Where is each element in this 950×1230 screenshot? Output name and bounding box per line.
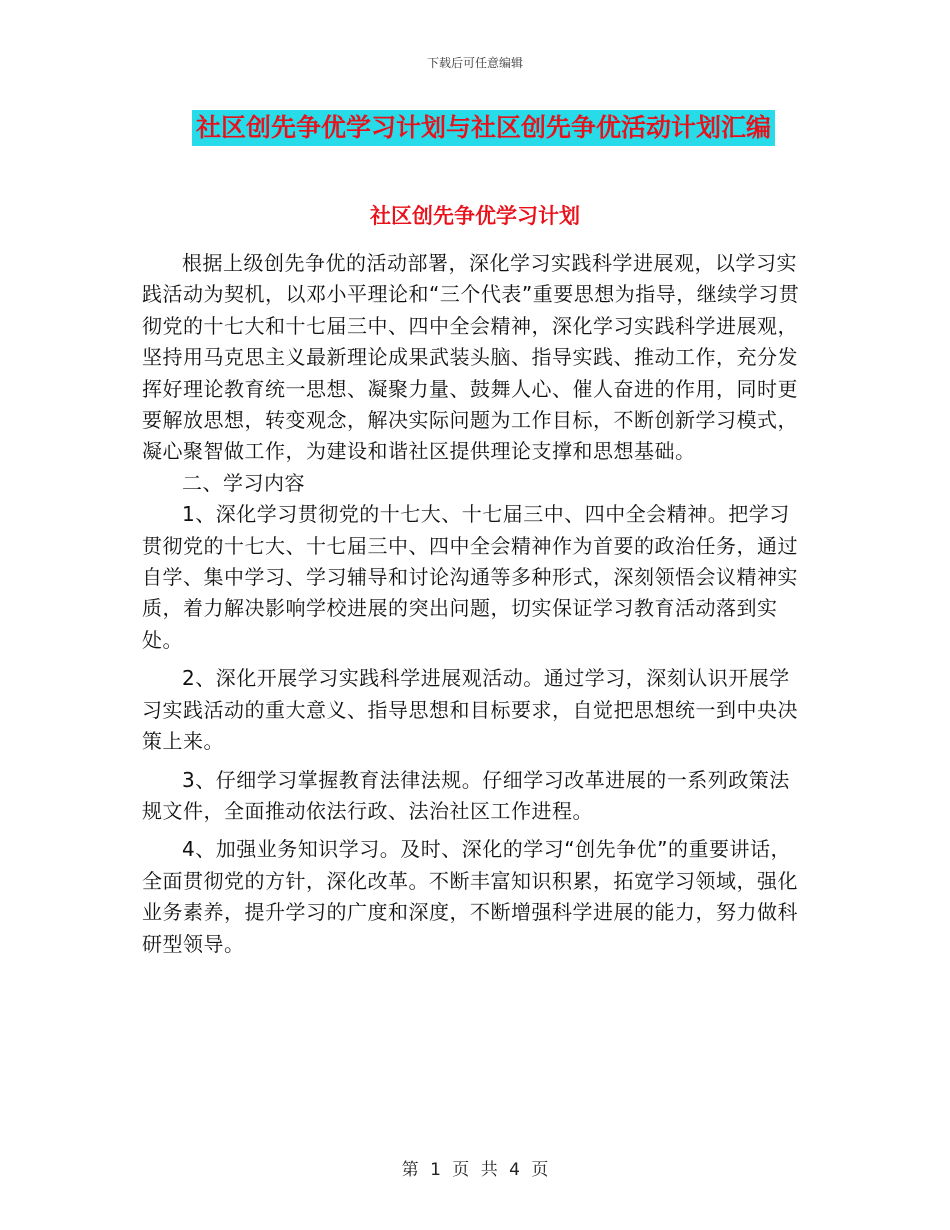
header-note: 下载后可任意编辑 (426, 56, 523, 70)
list-item: 3、仔细学习掌握教育法律法规。仔细学习改革进展的一系列政策法规文件，全面推动依法行政、法治社区工作进程。 (142, 767, 790, 823)
section-heading-study-content: 二、学习内容 (182, 470, 305, 495)
list-item: 4、加强业务知识学习。及时、深化的学习“创先争优”的重要讲话，全面贯彻党的方针，深化改革。不断丰富知识积累，拓宽学习领域，强化业务素养，提升学习的广度和深度，不断增强科学进展的能力，努力做科研型领导。 (142, 837, 798, 956)
intro-paragraph: 根据上级创先争优的活动部署，深化学习实践科学进展观，以学习实践活动为契机，以邓小平理论和“三个代表”重要思想为指导，继续学习贯彻党的十七大和十七届三中、四中全会精神，深化学习实践科学进展观，坚持用马克思主义最新理论成果武装头脑、指导实践、推动工作，充分发挥好理论教育统一思想、凝聚力量、鼓舞人心、催人奋进的作用，同时更要解放思想，转变观念，解决实际问题为工作目标，不断创新学习模式，凝心聚智做工作，为建设和谐社区提供理论支撑和思想基础。 (142, 251, 800, 464)
list-item: 2、深化开展学习实践科学进展观活动。通过学习，深刻认识开展学习实践活动的重大意义、指导思想和目标要求，自觉把思想统一到中央决策上来。 (142, 666, 798, 754)
document-title: 社区创先争优学习计划与社区创先争优活动计划汇编 (192, 110, 775, 146)
list-item: 1、深化学习贯彻党的十七大、十七届三中、四中全会精神。把学习贯彻党的十七大、十七届三中、四中全会精神作为首要的政治任务，通过自学、集中学习、学习辅导和讨论沟通等多种形式，深刻领悟会议精神实质，着力解决影响学校进展的突出问题，切实保证学习教育活动落到实处。 (142, 502, 798, 652)
document-body (142, 248, 810, 960)
section-title: 社区创先争优学习计划 (370, 203, 580, 228)
page-footer: 第 1 页 共 4 页 (401, 1160, 549, 1180)
